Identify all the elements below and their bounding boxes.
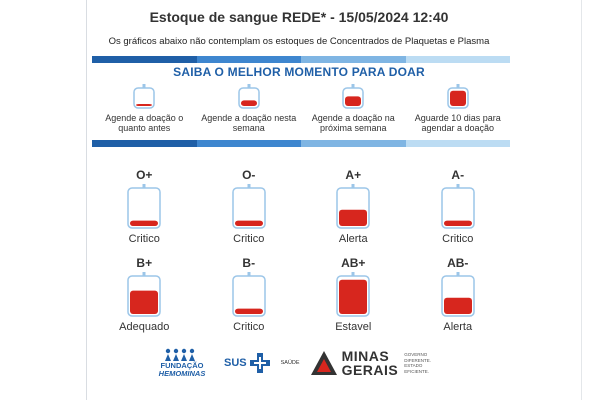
blood-level-fill bbox=[444, 221, 472, 226]
blood-level-fill bbox=[450, 91, 466, 106]
legend-label: Agende a doação nesta semana bbox=[201, 113, 297, 133]
legend-label: Aguarde 10 dias para agendar a doação bbox=[414, 113, 501, 133]
right-border bbox=[581, 0, 582, 400]
blood-bag-icon bbox=[341, 84, 365, 110]
triangle-logo-icon bbox=[310, 350, 338, 376]
stock-status: Alerta bbox=[443, 321, 473, 333]
blood-bag-icon bbox=[440, 272, 476, 318]
bag-tube bbox=[247, 184, 250, 188]
health-cross-icon bbox=[249, 352, 271, 374]
legend-label: Agende a doação na próxima semana bbox=[311, 113, 395, 133]
blood-bag-icon bbox=[446, 84, 470, 110]
stock-row-1 bbox=[92, 168, 510, 245]
blood-bag-icon bbox=[126, 184, 162, 230]
bag-tube bbox=[247, 272, 250, 276]
sus-text: SUS bbox=[224, 357, 247, 369]
blood-type-label: O+ bbox=[136, 168, 153, 182]
blood-type-card bbox=[301, 168, 406, 245]
bar-seg-4 bbox=[406, 140, 511, 147]
blood-level-fill bbox=[241, 100, 257, 106]
bag-tube bbox=[352, 84, 355, 88]
minas-text: MINAS bbox=[341, 348, 390, 364]
blood-bag-icon bbox=[440, 184, 476, 230]
blood-type-label: A- bbox=[451, 168, 465, 182]
governo-text: GOVERNO bbox=[404, 352, 428, 357]
bar-seg-4 bbox=[406, 56, 511, 63]
eficiente-text: EFICIENTE. bbox=[404, 368, 430, 374]
legend-label: Agende a doação o quanto antes bbox=[105, 113, 184, 133]
blood-bag-icon bbox=[231, 272, 267, 318]
blood-bag-icon bbox=[335, 184, 371, 230]
stock-status: Critico bbox=[128, 233, 160, 245]
color-bar-bottom bbox=[92, 140, 510, 147]
page-subtitle: Os gráficos abaixo não contemplam os estoques de Concentrados de Plaquetas e Plasma bbox=[108, 36, 490, 47]
sus-logo bbox=[224, 352, 271, 374]
blood-type-label: AB+ bbox=[341, 256, 366, 270]
bar-seg-2 bbox=[197, 56, 302, 63]
blood-type-card bbox=[197, 168, 302, 245]
left-border bbox=[86, 0, 87, 400]
bag-tube bbox=[352, 272, 355, 276]
hemominas-logo bbox=[150, 348, 214, 378]
legend-item bbox=[197, 84, 302, 133]
minas-gerais-wordmark bbox=[342, 349, 399, 377]
diferente-text: DIFERENTE. bbox=[404, 357, 432, 363]
bag-tube bbox=[143, 272, 146, 276]
blood-type-card bbox=[406, 256, 511, 333]
bar-seg-3 bbox=[301, 56, 406, 63]
blood-type-card bbox=[301, 256, 406, 333]
bag-tube bbox=[352, 184, 355, 188]
bar-seg-3 bbox=[301, 140, 406, 147]
saude-text: SAÚDE bbox=[280, 360, 300, 366]
blood-type-label: B- bbox=[242, 256, 256, 270]
blood-level-fill bbox=[235, 309, 263, 314]
blood-level-fill bbox=[444, 298, 472, 314]
stock-status: Critico bbox=[442, 233, 474, 245]
bag-tube bbox=[143, 84, 146, 88]
blood-bag-icon bbox=[231, 184, 267, 230]
page-title: Estoque de sangue REDE* - 15/05/2024 12:40 bbox=[149, 9, 449, 25]
blood-level-fill bbox=[136, 104, 152, 106]
stock-row-2 bbox=[92, 256, 510, 333]
stock-status: Critico bbox=[233, 321, 265, 333]
blood-type-card bbox=[406, 168, 511, 245]
blood-level-fill bbox=[339, 210, 367, 226]
blood-type-label: B+ bbox=[136, 256, 153, 270]
blood-type-card bbox=[92, 256, 197, 333]
blood-level-fill bbox=[130, 221, 158, 226]
blood-type-label: AB- bbox=[447, 256, 469, 270]
blood-bag-icon bbox=[237, 84, 261, 110]
bag-tube bbox=[456, 84, 459, 88]
stock-status: Adequado bbox=[119, 321, 170, 333]
estado-text: ESTADO bbox=[404, 363, 423, 368]
legend-item bbox=[301, 84, 406, 133]
footer-logos bbox=[150, 348, 431, 378]
stock-status: Critico bbox=[233, 233, 265, 245]
color-bar-top bbox=[92, 56, 510, 63]
governo-tagline bbox=[404, 352, 431, 374]
blood-type-card bbox=[92, 168, 197, 245]
people-icon bbox=[162, 348, 202, 362]
blood-level-fill bbox=[130, 291, 158, 314]
donation-legend bbox=[92, 84, 510, 133]
bar-seg-1 bbox=[92, 140, 197, 147]
bar-seg-2 bbox=[197, 140, 302, 147]
bar-seg-1 bbox=[92, 56, 197, 63]
stock-status: Alerta bbox=[338, 233, 368, 245]
blood-bag-icon bbox=[126, 272, 162, 318]
legend-item bbox=[92, 84, 197, 133]
blood-type-label: O- bbox=[242, 168, 256, 182]
minas-gerais-logo bbox=[310, 349, 431, 377]
blood-level-fill bbox=[339, 280, 367, 314]
stock-status: Estavel bbox=[335, 321, 372, 333]
banner-title: SAIBA O MELHOR MOMENTO PARA DOAR bbox=[173, 65, 425, 79]
fundacao-text: FUNDAÇÃO bbox=[160, 361, 204, 370]
blood-level-fill bbox=[235, 221, 263, 226]
bag-tube bbox=[143, 184, 146, 188]
blood-level-fill bbox=[345, 96, 361, 106]
bag-tube bbox=[456, 272, 459, 276]
blood-type-card bbox=[197, 256, 302, 333]
legend-item bbox=[406, 84, 511, 133]
hemominas-text: HEMOMINAS bbox=[158, 369, 206, 378]
blood-bag-icon bbox=[335, 272, 371, 318]
gerais-text: GERAIS bbox=[341, 362, 399, 378]
bag-tube bbox=[456, 184, 459, 188]
blood-type-label: A+ bbox=[345, 168, 362, 182]
blood-bag-icon bbox=[132, 84, 156, 110]
bag-tube bbox=[247, 84, 250, 88]
